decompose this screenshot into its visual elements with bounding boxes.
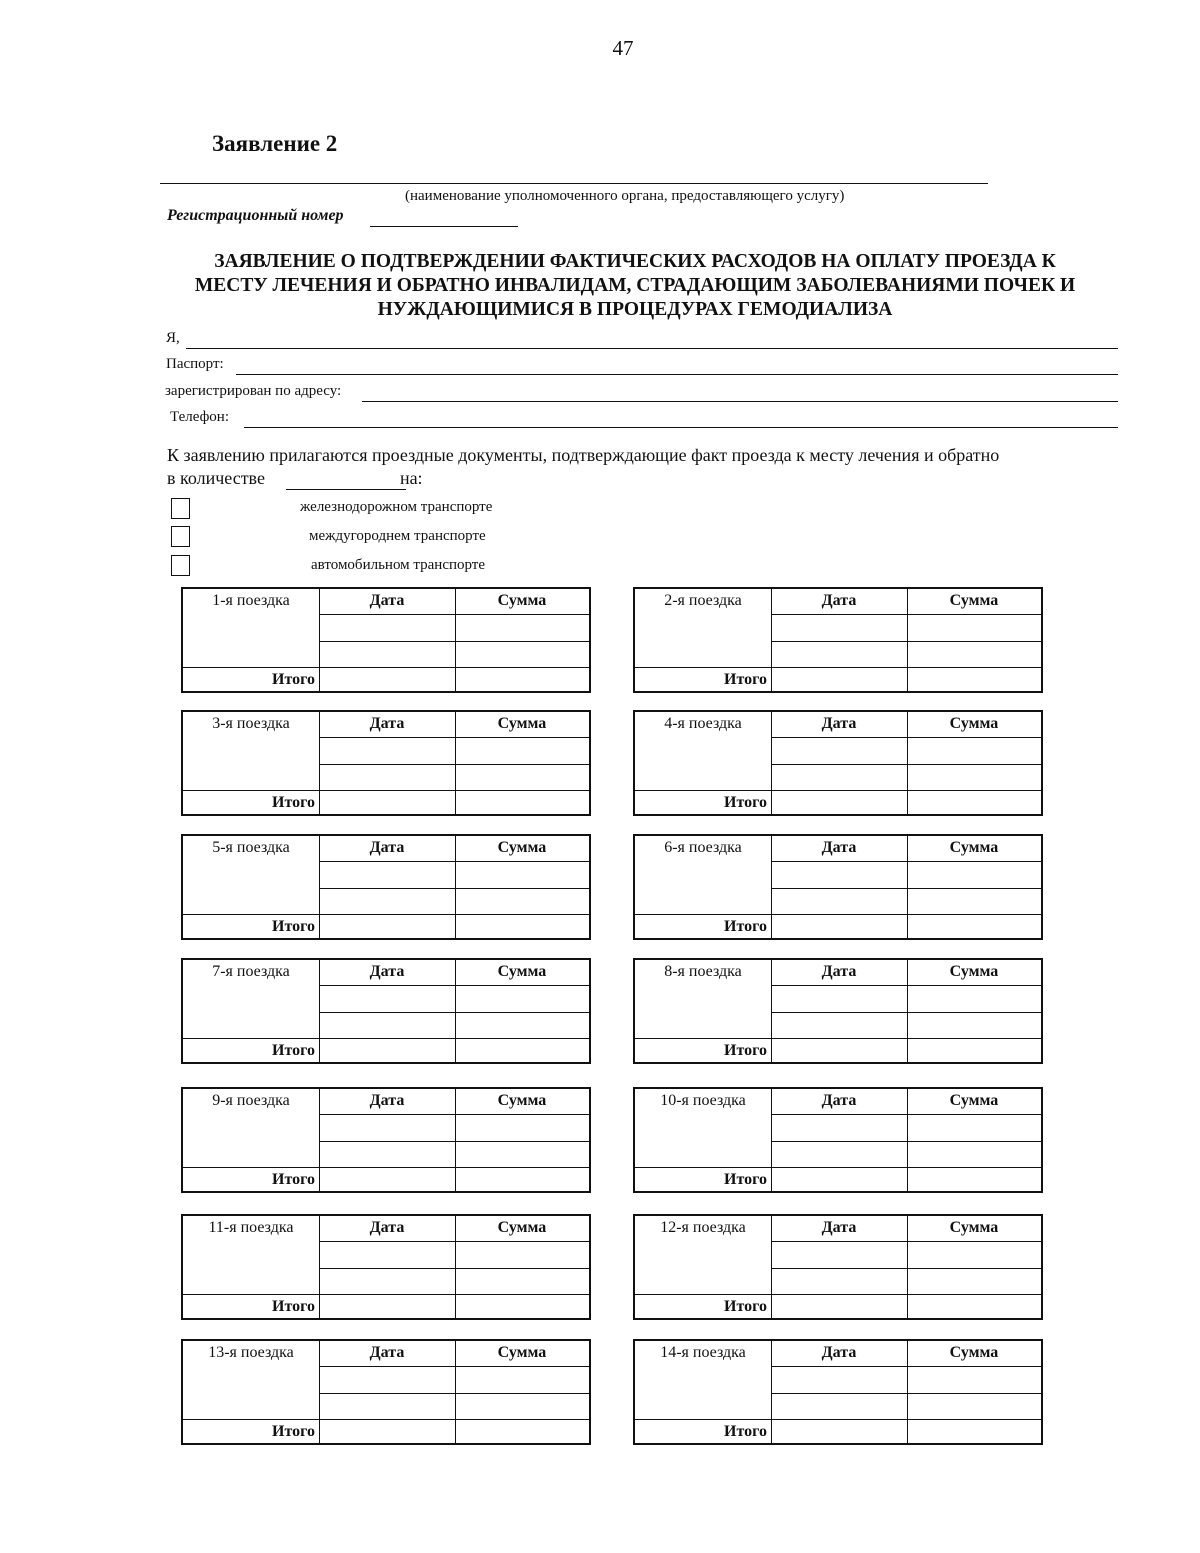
sum-header: Сумма [949, 1219, 999, 1236]
sum-cell[interactable] [456, 643, 589, 666]
authority-name-field[interactable] [160, 183, 988, 184]
road-transport-label: автомобильном транспорте [311, 557, 486, 573]
trip-table-3 [181, 710, 591, 816]
date-cell[interactable] [772, 1143, 906, 1166]
sum-cell[interactable] [908, 1395, 1041, 1418]
date-cell[interactable] [320, 766, 454, 789]
date-header: Дата [369, 1219, 405, 1236]
date-cell[interactable] [772, 616, 906, 640]
sum-cell[interactable] [456, 616, 589, 640]
date-header: Дата [821, 592, 857, 609]
row-divider [771, 1393, 1041, 1394]
row-divider [635, 1038, 1041, 1039]
row-divider [319, 888, 589, 889]
date-cell[interactable] [772, 987, 906, 1011]
trip-name: 9-я поездка [212, 1092, 290, 1109]
total-label: Итого [724, 918, 767, 935]
authority-caption: (наименование уполномоченного органа, предоставляющего услугу) [405, 188, 845, 204]
address-field[interactable] [362, 401, 1118, 402]
trip-table-12 [633, 1214, 1043, 1320]
trip-name: 2-я поездка [664, 592, 742, 609]
sum-cell[interactable] [908, 766, 1041, 789]
sum-cell[interactable] [908, 616, 1041, 640]
date-cell[interactable] [320, 739, 454, 763]
applicant-name-field[interactable] [186, 348, 1118, 349]
date-cell[interactable] [320, 1395, 454, 1418]
row-divider [771, 1241, 1041, 1242]
total-label: Итого [724, 671, 767, 688]
trip-name: 12-я поездка [660, 1219, 746, 1236]
row-divider [319, 764, 589, 765]
date-cell[interactable] [320, 1243, 454, 1267]
row-divider [635, 1294, 1041, 1295]
trip-table-13 [181, 1339, 591, 1445]
form-title [150, 250, 1120, 322]
row-divider [771, 1366, 1041, 1367]
form-title-line-2: МЕСТУ ЛЕЧЕНИЯ И ОБРАТНО ИНВАЛИДАМ, СТРАДАЮЩИМ ЗАБОЛЕВАНИЯМИ ПОЧЕК И [194, 275, 1076, 296]
registration-number-label: Регистрационный номер [167, 207, 344, 224]
sum-cell[interactable] [456, 1143, 589, 1166]
attachments-qty-prefix: в количестве [167, 468, 265, 488]
sum-cell[interactable] [456, 1243, 589, 1267]
total-label: Итого [272, 794, 315, 811]
trip-table-8 [633, 958, 1043, 1064]
sum-header: Сумма [497, 1092, 547, 1109]
row-divider [319, 1241, 589, 1242]
trip-name: 13-я поездка [208, 1344, 294, 1361]
date-cell[interactable] [320, 616, 454, 640]
railway-transport-checkbox[interactable] [171, 498, 190, 519]
trip-table-6 [633, 834, 1043, 940]
total-sum-cell[interactable] [908, 792, 1041, 814]
date-header: Дата [369, 1092, 405, 1109]
date-header: Дата [369, 963, 405, 980]
sum-cell[interactable] [908, 643, 1041, 666]
trip-table-4 [633, 710, 1043, 816]
row-divider [319, 1393, 589, 1394]
trip-table-14 [633, 1339, 1043, 1445]
date-cell[interactable] [320, 643, 454, 666]
attachments-text: К заявлению прилагаются проездные документы, подтверждающие факт проезда к месту лечения и обратно [167, 445, 1000, 465]
row-divider [183, 914, 589, 915]
row-divider [635, 1419, 1041, 1420]
total-label: Итого [272, 1042, 315, 1059]
date-cell[interactable] [772, 1243, 906, 1267]
trip-table-11 [181, 1214, 591, 1320]
date-cell[interactable] [772, 1116, 906, 1140]
date-header: Дата [821, 715, 857, 732]
row-divider [771, 1012, 1041, 1013]
sum-cell[interactable] [456, 863, 589, 887]
passport-label: Паспорт: [166, 356, 224, 372]
sum-header: Сумма [949, 1344, 999, 1361]
trip-name: 14-я поездка [660, 1344, 746, 1361]
total-sum-cell[interactable] [456, 792, 589, 814]
row-divider [319, 1012, 589, 1013]
total-label: Итого [724, 1042, 767, 1059]
date-cell[interactable] [320, 1014, 454, 1037]
sum-cell[interactable] [908, 739, 1041, 763]
trip-name: 3-я поездка [212, 715, 290, 732]
total-label: Итого [724, 794, 767, 811]
row-divider [771, 888, 1041, 889]
passport-field[interactable] [236, 374, 1118, 375]
date-cell[interactable] [772, 766, 906, 789]
date-header: Дата [821, 1092, 857, 1109]
total-sum-cell[interactable] [456, 916, 589, 938]
date-cell[interactable] [772, 863, 906, 887]
date-cell[interactable] [772, 1395, 906, 1418]
date-cell[interactable] [320, 1368, 454, 1392]
sum-header: Сумма [497, 1219, 547, 1236]
date-cell[interactable] [772, 643, 906, 666]
sum-header: Сумма [949, 715, 999, 732]
sum-header: Сумма [497, 592, 547, 609]
form-title-line-3: НУЖДАЮЩИМИСЯ В ПРОЦЕДУРАХ ГЕМОДИАЛИЗА [377, 299, 893, 320]
attachments-quantity-row [167, 467, 1127, 490]
sum-cell[interactable] [908, 987, 1041, 1011]
row-divider [635, 914, 1041, 915]
sum-header: Сумма [497, 715, 547, 732]
sum-header: Сумма [949, 1092, 999, 1109]
row-divider [319, 614, 589, 615]
railway-transport-label: железнодорожном транспорте [300, 499, 493, 515]
total-label: Итого [724, 1171, 767, 1188]
row-divider [319, 1141, 589, 1142]
row-divider [635, 667, 1041, 668]
date-cell[interactable] [772, 1014, 906, 1037]
row-divider [319, 737, 589, 738]
row-divider [771, 1268, 1041, 1269]
row-divider [319, 1268, 589, 1269]
date-cell[interactable] [772, 739, 906, 763]
total-sum-cell[interactable] [456, 669, 589, 691]
row-divider [771, 737, 1041, 738]
sum-cell[interactable] [908, 1270, 1041, 1293]
sum-header: Сумма [949, 963, 999, 980]
total-sum-cell[interactable] [908, 1040, 1041, 1062]
row-divider [319, 861, 589, 862]
trip-table-9 [181, 1087, 591, 1193]
sum-header: Сумма [497, 839, 547, 856]
address-label: зарегистрирован по адресу: [165, 383, 342, 399]
trip-table-10 [633, 1087, 1043, 1193]
sum-cell[interactable] [908, 1014, 1041, 1037]
attachments-qty-suffix: на: [399, 468, 423, 488]
date-cell[interactable] [320, 1270, 454, 1293]
sum-header: Сумма [497, 963, 547, 980]
intercity-transport-checkbox[interactable] [171, 526, 190, 547]
trip-name: 11-я поездка [208, 1219, 294, 1236]
row-divider [319, 1366, 589, 1367]
sum-cell[interactable] [456, 1116, 589, 1140]
row-divider [771, 641, 1041, 642]
date-cell[interactable] [772, 890, 906, 913]
trip-name: 8-я поездка [664, 963, 742, 980]
intercity-transport-label: междугороднем транспорте [309, 528, 486, 544]
row-divider [771, 985, 1041, 986]
row-divider [771, 1114, 1041, 1115]
trip-name: 5-я поездка [212, 839, 290, 856]
total-label: Итого [272, 671, 315, 688]
trip-name: 7-я поездка [212, 963, 290, 980]
date-header: Дата [369, 592, 405, 609]
date-cell[interactable] [320, 890, 454, 913]
sum-cell[interactable] [456, 739, 589, 763]
sum-cell[interactable] [456, 1270, 589, 1293]
date-cell[interactable] [320, 863, 454, 887]
phone-field[interactable] [244, 427, 1118, 428]
date-header: Дата [821, 963, 857, 980]
sum-cell[interactable] [456, 1368, 589, 1392]
total-label: Итого [272, 1423, 315, 1440]
date-header: Дата [369, 839, 405, 856]
date-cell[interactable] [320, 987, 454, 1011]
total-label: Итого [272, 1298, 315, 1315]
trip-name: 1-я поездка [212, 592, 290, 609]
page-number: 47 [612, 36, 634, 60]
trip-table-2 [633, 587, 1043, 693]
total-label: Итого [724, 1298, 767, 1315]
row-divider [635, 1167, 1041, 1168]
sum-cell[interactable] [908, 1243, 1041, 1267]
row-divider [771, 614, 1041, 615]
trip-table-1 [181, 587, 591, 693]
total-sum-cell[interactable] [908, 916, 1041, 938]
sum-header: Сумма [497, 1344, 547, 1361]
row-divider [319, 1114, 589, 1115]
sum-cell[interactable] [908, 1368, 1041, 1392]
row-divider [771, 1141, 1041, 1142]
total-sum-cell[interactable] [908, 669, 1041, 691]
sum-cell[interactable] [908, 1143, 1041, 1166]
trip-name: 4-я поездка [664, 715, 742, 732]
sum-cell[interactable] [456, 890, 589, 913]
sum-cell[interactable] [456, 1395, 589, 1418]
applicant-name-label: Я, [166, 330, 180, 346]
total-label: Итого [272, 1171, 315, 1188]
date-cell[interactable] [320, 1116, 454, 1140]
sum-cell[interactable] [456, 766, 589, 789]
sum-cell[interactable] [456, 987, 589, 1011]
date-cell[interactable] [772, 1270, 906, 1293]
sum-cell[interactable] [908, 890, 1041, 913]
row-divider [319, 985, 589, 986]
trip-name: 6-я поездка [664, 839, 742, 856]
row-divider [771, 861, 1041, 862]
row-divider [183, 667, 589, 668]
total-sum-cell[interactable] [908, 1296, 1041, 1318]
total-sum-cell[interactable] [456, 1040, 589, 1062]
date-header: Дата [821, 1344, 857, 1361]
total-sum-cell[interactable] [456, 1296, 589, 1318]
road-transport-checkbox[interactable] [171, 555, 190, 576]
sum-header: Сумма [949, 839, 999, 856]
registration-number-field[interactable] [370, 226, 518, 227]
sum-cell[interactable] [908, 863, 1041, 887]
phone-label: Телефон: [170, 409, 229, 425]
date-cell[interactable] [320, 1143, 454, 1166]
row-divider [771, 764, 1041, 765]
total-sum-cell[interactable] [456, 1169, 589, 1191]
date-header: Дата [369, 1344, 405, 1361]
row-divider [183, 1419, 589, 1420]
form-title-line-1: ЗАЯВЛЕНИЕ О ПОДТВЕРЖДЕНИИ ФАКТИЧЕСКИХ РАСХОДОВ НА ОПЛАТУ ПРОЕЗДА К [214, 251, 1056, 272]
total-label: Итого [724, 1423, 767, 1440]
date-header: Дата [369, 715, 405, 732]
attachments-quantity-field[interactable] [286, 489, 406, 490]
sum-cell[interactable] [456, 1014, 589, 1037]
row-divider [319, 641, 589, 642]
sum-cell[interactable] [908, 1116, 1041, 1140]
sum-header: Сумма [949, 592, 999, 609]
total-sum-cell[interactable] [908, 1169, 1041, 1191]
document-label: Заявление 2 [212, 131, 338, 156]
row-divider [183, 1038, 589, 1039]
total-sum-cell[interactable] [908, 1421, 1041, 1443]
row-divider [183, 1167, 589, 1168]
date-header: Дата [821, 1219, 857, 1236]
total-label: Итого [272, 918, 315, 935]
date-cell[interactable] [772, 1368, 906, 1392]
trip-table-5 [181, 834, 591, 940]
trip-name: 10-я поездка [660, 1092, 746, 1109]
row-divider [635, 790, 1041, 791]
row-divider [183, 790, 589, 791]
row-divider [183, 1294, 589, 1295]
total-sum-cell[interactable] [456, 1421, 589, 1443]
date-header: Дата [821, 839, 857, 856]
attachments-statement [167, 444, 1127, 490]
trip-table-7 [181, 958, 591, 1064]
